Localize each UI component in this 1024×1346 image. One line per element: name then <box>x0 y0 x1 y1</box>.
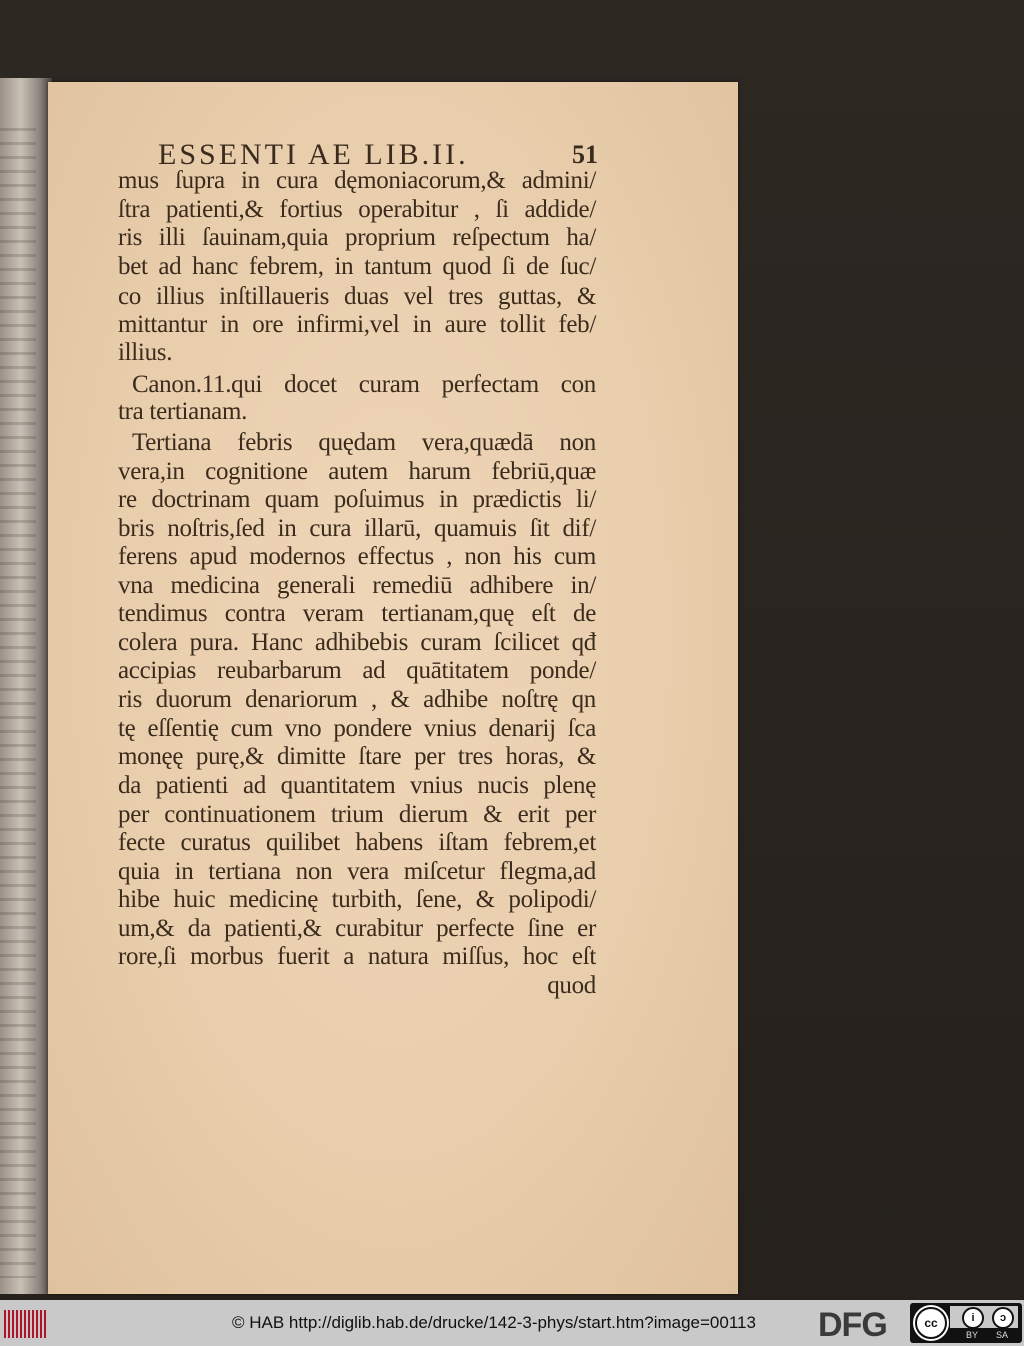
text-line: bris noſtris,ſed in cura illarū, quamuis ſit dif/ <box>118 515 596 542</box>
text-line: tra tertianam. <box>118 398 248 425</box>
text-line: illius. <box>118 339 173 366</box>
text-line: per continuationem trium dierum & erit per <box>118 801 596 828</box>
text-line: mittantur in ore infirmi,vel in aure tollit feb/ <box>118 311 596 338</box>
text-line: ſtra patienti,& fortius operabitur , ſi addide/ <box>118 196 596 223</box>
text-line: ris duorum denariorum , & adhibe noſtrę qn <box>118 686 596 713</box>
text-line: quod <box>547 972 596 999</box>
text-line: accipias reubarbarum ad quātitatem ponde/ <box>118 657 596 684</box>
text-line: hibe huic medicinę turbith, ſene, & polipodi/ <box>118 886 596 913</box>
text-line: um,& da patienti,& curabitur perfecte ſine er <box>118 915 596 942</box>
text-line: bet ad hanc febrem, in tantum quod ſi de ſuc/ <box>118 253 596 280</box>
share-alike-icon: ↄ <box>992 1307 1014 1329</box>
footer-bar <box>0 1300 1024 1346</box>
text-line: vna medicina generali remediū adhibere in/ <box>118 572 596 599</box>
license-sa-label: SA <box>996 1330 1009 1340</box>
text-line: da patienti ad quantitatem vnius nucis plenę <box>118 772 596 799</box>
text-line: mus ſupra in cura dęmoniacorum,& admini/ <box>118 167 596 194</box>
cc-license-badge[interactable] <box>910 1303 1022 1343</box>
previous-page-edge <box>0 78 52 1294</box>
page-number: 51 <box>572 140 598 169</box>
attribution-icon: i <box>962 1307 984 1329</box>
dfg-logo[interactable]: DFG <box>818 1306 887 1344</box>
text-line: fecte curatus quilibet habens iſtam febrem,et <box>118 829 596 856</box>
text-line: rore,ſi morbus fuerit a natura miſſus, hoc eſt <box>118 943 596 970</box>
text-line: quia in tertiana non vera miſcetur flegma,ad <box>118 858 596 885</box>
text-line: Tertiana febris quędam vera,quædā non <box>132 429 596 456</box>
text-line: tę eſſentię cum vno pondere vnius denarij ſca <box>118 715 596 742</box>
license-by-label: BY <box>966 1330 979 1340</box>
page-edge-texture <box>0 128 36 1278</box>
text-line: co illius inſtillaueris duas vel tres guttas, & <box>118 283 596 310</box>
text-line: vera,in cognitione autem harum febriū,quæ <box>118 458 596 485</box>
text-line: monęę purę,& dimitte ſtare per tres horas, & <box>118 743 596 770</box>
text-line: tendimus contra veram tertianam,quę eſt de <box>118 600 596 627</box>
hab-logo-icon[interactable] <box>4 1310 46 1338</box>
text-line: ris illi ſauinam,quia proprium reſpectum ha/ <box>118 224 596 251</box>
text-line: colera pura. Hanc adhibebis curam ſcilicet qđ <box>118 629 596 656</box>
text-line: ferens apud modernos effectus , non his cum <box>118 543 596 570</box>
source-credit-link[interactable]: © HAB http://diglib.hab.de/drucke/142-3-phys/start.htm?image=00113 <box>232 1313 756 1332</box>
text-line: Canon.11.qui docet curam perfectam con <box>132 371 596 398</box>
running-head: ESSENTI AE LIB.II. <box>158 138 469 171</box>
cc-icon: cc <box>915 1307 947 1339</box>
text-line: re doctrinam quam poſuimus in prædictis li/ <box>118 486 596 513</box>
